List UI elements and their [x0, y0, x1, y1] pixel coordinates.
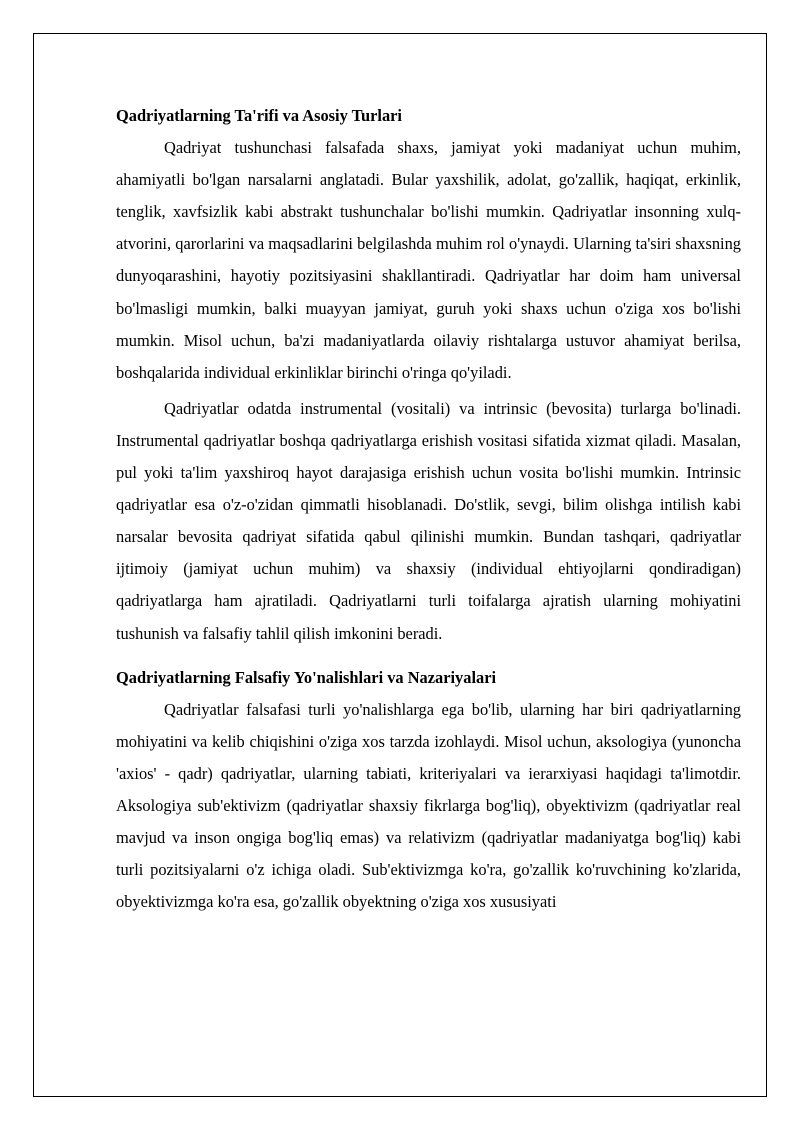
paragraph-3: Qadriyatlar falsafasi turli yo'nalishlarga ega bo'lib, ularning har biri qadriyatlarning mohiyatini va kelib chiqishini o'ziga xos tarzda izohlaydi. Misol uchun, aksologiya (yunoncha 'axios' - qadr) qadriyatlar, ularning tabiati, kriteriyalari va ierarxiyasi haqidagi ta'limotdir. Aksologiya sub'ektivizm (qadriyatlar shaxsiy fikrlarga bog'liq), obyektivizm (qadriyatlar real mavjud va inson ongiga bog'liq emas) va relativizm (qadriyatlar madaniyatga bog'liq) kabi turli pozitsiyalarni o'z ichiga oladi. Sub'ektivizmga ko'ra, go'zallik ko'ruvchining ko'zlarida, obyektivizmga ko'ra esa, go'zallik obyektning o'ziga xos xususiyati [116, 699, 741, 912]
paragraph-1: Qadriyat tushunchasi falsafada shaxs, jamiyat yoki madaniyat uchun muhim, ahamiyatli bo'lgan narsalarni anglatadi. Bular yaxshilik, adolat, go'zallik, haqiqat, erkinlik, tenglik, xavfsizlik kabi abstrakt tushunchalar bo'lishi mumkin. Qadriyatlar insonning xulq-atvorini, qarorlarini va maqsadlarini belgilashda muhim rol o'ynaydi. Ularning ta'siri shaxsning dunyoqarashini, hayotiy pozitsiyasini shakllantiradi. Qadriyatlar har doim ham universal bo'lmasligi mumkin, balki muayyan jamiyat, guruh yoki shaxs uchun o'ziga xos bo'lishi mumkin. Misol uchun, ba'zi madaniyatlarda oilaviy rishtalarga ustuvor ahamiyat berilsa, boshqalarida individual erkinliklar birinchi o'ringa qo'yiladi. [116, 138, 741, 382]
section-heading-1: Qadriyatlarning Ta'rifi va Asosiy Turlari [116, 106, 402, 125]
document-body [116, 100, 741, 922]
section-heading-2: Qadriyatlarning Falsafiy Yo'nalishlari va Nazariyalari [116, 667, 497, 687]
paragraph-2: Qadriyatlar odatda instrumental (vositali) va intrinsic (bevosita) turlarga bo'linadi. Instrumental qadriyatlar boshqa qadriyatlarga erishish vositasi sifatida xizmat qiladi. Masalan, pul yoki ta'lim yaxshiroq hayot darajasiga erishish uchun vosita bo'lishi mumkin. Intrinsic qadriyatlar esa o'z-o'zidan qimmatli hisoblanadi. Do'stlik, sevgi, bilim olishga intilish kabi narsalar bevosita qadriyat sifatida qabul qilinishi mumkin. Bundan tashqari, qadriyatlar ijtimoiy (jamiyat uchun muhim) va shaxsiy (individual ehtiyojlarni qondiradigan) qadriyatlarga ham ajratiladi. Qadriyatlarni turli toifalarga ajratish ularning mohiyatini tushunish va falsafiy tahlil qilish imkonini beradi. [116, 398, 741, 643]
